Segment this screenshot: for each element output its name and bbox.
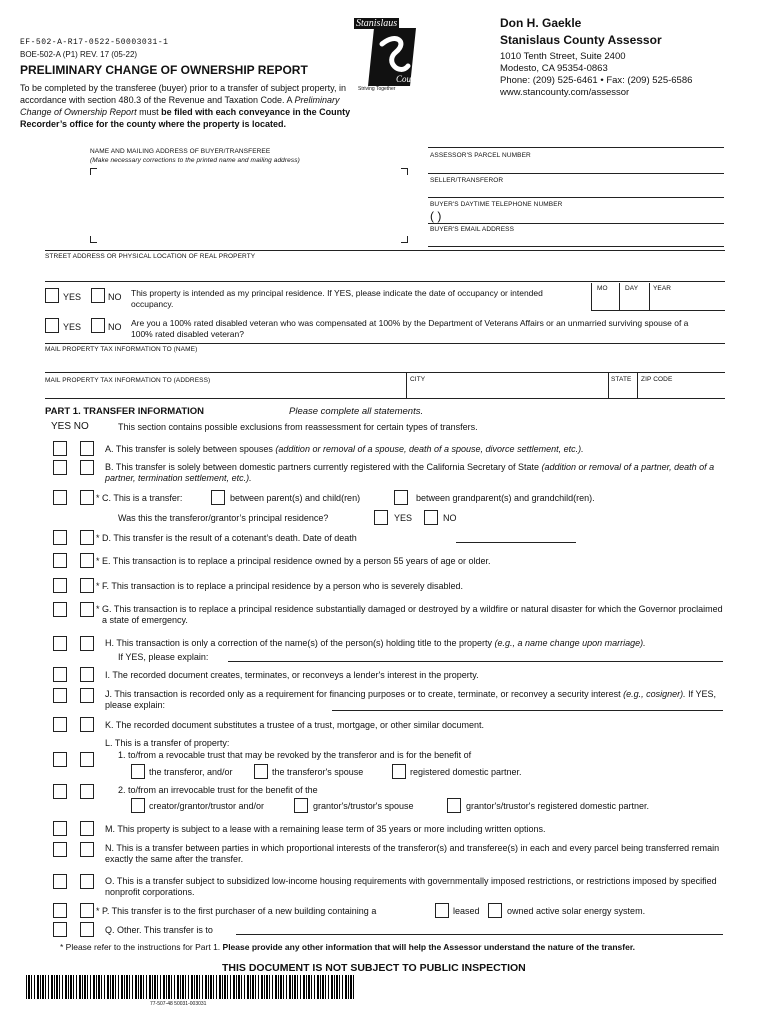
item-j-main: J. This transaction is recorded only as a requirement for financing purposes or to create, terminate, or reconvey a security interest (105, 689, 624, 699)
item-j-explain: If YES, please explain: (105, 689, 716, 710)
assessor-phone: Phone: (209) 525-6461 • Fax: (209) 525-6586 (500, 75, 693, 86)
c-grandparent-label: between grandparent(s) and grandchild(ren). (416, 493, 595, 503)
form-intro (20, 82, 356, 130)
d-yes-checkbox[interactable] (53, 530, 67, 545)
n-no-checkbox[interactable] (80, 842, 94, 857)
occupancy-mo-label: MO (597, 285, 608, 292)
p-star: * (96, 906, 100, 916)
buyer-email-field[interactable] (428, 246, 724, 247)
part1-description: This section contains possible exclusions from reassessment for certain types of transfers. (118, 422, 478, 432)
form-title: PRELIMINARY CHANGE OF OWNERSHIP REPORT (20, 63, 308, 77)
assessor-name: Don H. Gaekle (500, 16, 582, 30)
intro-text-d: be filed with each conveyance in the County Recorder’s office for the county where the property is located. (20, 107, 351, 129)
buyer-address-field[interactable] (98, 172, 398, 234)
bracket-top-left (90, 168, 97, 175)
item-b-detail: (addition or removal of a partner, death of a partner, termination settlement, etc.). (105, 462, 715, 483)
item-i-text: I. The recorded document creates, terminates, or reconveys a lender's interest in the property. (105, 670, 479, 680)
d-no-checkbox[interactable] (80, 530, 94, 545)
i-yes-checkbox[interactable] (53, 667, 67, 682)
a-no-checkbox[interactable] (80, 441, 94, 456)
street-address-label: STREET ADDRESS OR PHYSICAL LOCATION OF REAL PROPERTY (45, 253, 256, 260)
item-p-text: P. This transfer is to the first purchaser of a new building containing a (102, 906, 377, 916)
a-yes-checkbox[interactable] (53, 441, 67, 456)
divider (608, 372, 609, 398)
q-other-field[interactable] (236, 934, 723, 935)
buyer-phone-label: BUYER'S DAYTIME TELEPHONE NUMBER (430, 201, 563, 208)
assessor-address2: Modesto, CA 95354-0863 (500, 63, 608, 74)
parcel-number-field[interactable] (428, 173, 724, 174)
item-n-text: N. This is a transfer between parties in which proportional interests of the transferor(s) and transferee(s) in each and every parcel being transferred remain exactly the same after the transfer. (105, 843, 720, 864)
seller-label: SELLER/TRANSFEROR (430, 177, 504, 184)
assessor-address1: 1010 Tenth Street, Suite 2400 (500, 51, 626, 62)
parcel-number-label: ASSESSOR'S PARCEL NUMBER (430, 152, 531, 159)
divider (406, 372, 407, 398)
l2-creator-checkbox[interactable] (131, 798, 145, 813)
buyer-name-note: (Make necessary corrections to the printed name and mailing address) (90, 157, 300, 164)
item-a-text (105, 444, 584, 454)
p-no-checkbox[interactable] (80, 903, 94, 918)
e-star: * (96, 556, 100, 566)
q2-text: Are you a 100% rated disabled veteran who was compensated at 100% by the Department of Veterans Affairs or an unmarried surviving spouse of a 100% rated disabled veteran? (131, 318, 689, 339)
item-b-main: B. This transfer is solely between domestic partners currently registered with the California Secretary of State (105, 462, 542, 472)
mail-name-field[interactable] (45, 372, 725, 373)
l1-transferor-checkbox[interactable] (131, 764, 145, 779)
footnote-text-a: * Please refer to the instructions for Part 1. (60, 942, 223, 952)
buyer-name-label: NAME AND MAILING ADDRESS OF BUYER/TRANSFEREE (90, 148, 271, 155)
p-leased-label: leased (453, 906, 480, 916)
zip-label: ZIP CODE (641, 376, 673, 383)
p-owned-label: owned active solar energy system. (507, 906, 646, 916)
intro-text-b: Preliminary Change of Ownership Report (20, 95, 340, 117)
divider (45, 343, 725, 344)
buyer-email-label: BUYER'S EMAIL ADDRESS (430, 226, 515, 233)
part1-title: PART 1. TRANSFER INFORMATION (45, 406, 205, 417)
c-grandparent-checkbox[interactable] (394, 490, 408, 505)
part1-note: Please complete all statements. (289, 406, 424, 417)
q1-no-label: NO (108, 292, 122, 302)
l1-partner-label: registered domestic partner. (410, 767, 522, 777)
item-a-detail: (addition or removal of a spouse, death of a spouse, divorce settlement, etc.). (275, 444, 584, 454)
footnote-text-b: Please provide any other information that will help the Assessor understand the nature of the transfer. (222, 942, 636, 952)
item-j-detail: (e.g., cosigner). (623, 689, 686, 699)
g-no-checkbox[interactable] (80, 602, 94, 617)
q-yes-checkbox[interactable] (53, 922, 67, 937)
occupancy-year-label: YEAR (653, 285, 672, 292)
f-star: * (96, 581, 100, 591)
g-yes-checkbox[interactable] (53, 602, 67, 617)
l2-spouse-label: grantor's/trustor's spouse (313, 801, 414, 811)
l1-transferor-label: the transferor, and/or (149, 767, 233, 777)
item-l2-text: 2. to/from an irrevocable trust for the benefit of the (118, 785, 318, 795)
c-no-checkbox[interactable] (80, 490, 94, 505)
j-explain-field[interactable] (332, 710, 723, 711)
item-g-text: G. This transaction is to replace a principal residence substantially damaged or destroyed by a wildfire or natural disaster for which the Governor proclaimed a state of emergency. (102, 604, 723, 625)
occupancy-date-box[interactable] (591, 283, 725, 311)
item-h-text (105, 638, 646, 648)
mail-name-label: MAIL PROPERTY TAX INFORMATION TO (NAME) (45, 346, 198, 353)
p-owned-checkbox[interactable] (488, 903, 502, 918)
buyer-phone-field[interactable]: ( ) (430, 209, 442, 223)
assessor-title: Stanislaus County Assessor (500, 33, 662, 47)
form-code: EF-502-A-R17-0522-50003031-1 (20, 38, 169, 47)
q2-no-checkbox[interactable] (91, 318, 105, 333)
e-no-checkbox[interactable] (80, 553, 94, 568)
b-yes-checkbox[interactable] (53, 460, 67, 475)
m-yes-checkbox[interactable] (53, 821, 67, 836)
e-yes-checkbox[interactable] (53, 553, 67, 568)
p-yes-checkbox[interactable] (53, 903, 67, 918)
logo-tagline: Striving Together (358, 86, 396, 92)
assessor-website: www.stancounty.com/assessor (500, 87, 630, 98)
c-parent-child-checkbox[interactable] (211, 490, 225, 505)
form-barcode (26, 975, 356, 999)
item-c-text: C. This is a transfer: (102, 493, 183, 503)
county-logo (352, 14, 432, 94)
bracket-top-right (401, 168, 408, 175)
g-star: * (96, 604, 100, 614)
seller-field[interactable] (428, 197, 724, 198)
l1-yes-checkbox[interactable] (53, 752, 67, 767)
form-revision: BOE-502-A (P1) REV. 17 (05-22) (20, 50, 138, 59)
item-l1-text: 1. to/from a revocable trust that may be revoked by the transferor and is for the benefit of (118, 750, 472, 760)
h-yes-checkbox[interactable] (53, 636, 67, 651)
item-f-text: F. This transaction is to replace a principal residence by a person who is severely disabled. (102, 581, 464, 591)
k-yes-checkbox[interactable] (53, 717, 67, 732)
l2-partner-label: grantor's/trustor's registered domestic partner. (466, 801, 650, 811)
item-h-main: H. This transaction is only a correction of the name(s) of the person(s) holding title to the property (105, 638, 495, 648)
divider (619, 283, 620, 311)
c-star: * (96, 493, 100, 503)
j-yes-checkbox[interactable] (53, 688, 67, 703)
c-yes-checkbox[interactable] (53, 490, 67, 505)
j-no-checkbox[interactable] (80, 688, 94, 703)
item-b-text (105, 462, 733, 484)
divider (637, 372, 638, 398)
divider (649, 283, 650, 311)
intro-text-a: To be completed by the transferee (buyer) prior to a transfer of subject property, in accordance with section 480.3 of the Revenue and Taxation Code. A (20, 83, 346, 105)
mail-address-label: MAIL PROPERTY TAX INFORMATION TO (ADDRESS) (45, 377, 211, 384)
k-no-checkbox[interactable] (80, 717, 94, 732)
part1-yesno-header: YES NO (51, 421, 89, 432)
item-l-text: L. This is a transfer of property: (105, 738, 230, 748)
h-explain-field[interactable] (228, 661, 723, 662)
item-m-text: M. This property is subject to a lease with a remaining lease term of 35 years or more including written options. (105, 824, 546, 834)
q2-yes-label: YES (63, 322, 82, 332)
bracket-bottom-left (90, 236, 97, 243)
logo-text-top: Stanislaus (356, 18, 398, 29)
d-star: * (96, 533, 100, 543)
p-leased-checkbox[interactable] (435, 903, 449, 918)
l2-yes-checkbox[interactable] (53, 784, 67, 799)
n-yes-checkbox[interactable] (53, 842, 67, 857)
mail-address-field[interactable] (45, 398, 725, 399)
divider (428, 147, 724, 148)
intro-text-c: must (136, 107, 162, 117)
q1-text: This property is intended as my principal residence. If YES, please indicate the date of occupancy or intended occupancy. (131, 288, 543, 309)
q1-yes-label: YES (63, 292, 82, 302)
c-residence-yes-label: YES (394, 513, 413, 523)
item-j-text (105, 689, 733, 711)
item-h-explain: If YES, please explain: (118, 652, 209, 662)
f-no-checkbox[interactable] (80, 578, 94, 593)
occupancy-day-label: DAY (625, 285, 639, 292)
l1-spouse-checkbox[interactable] (254, 764, 268, 779)
q2-no-label: NO (108, 322, 122, 332)
l1-no-checkbox[interactable] (80, 752, 94, 767)
item-q-text: Q. Other. This transfer is to (105, 925, 213, 935)
divider (428, 223, 724, 224)
logo-text-bottom: County (396, 74, 422, 84)
item-k-text: K. The recorded document substitutes a trustee of a trust, mortgage, or other similar document. (105, 720, 485, 730)
city-label: CITY (410, 376, 426, 383)
l2-no-checkbox[interactable] (80, 784, 94, 799)
c-residence-no-label: NO (443, 513, 457, 523)
q2-yes-checkbox[interactable] (45, 318, 59, 333)
l2-creator-label: creator/grantor/trustor and/or (149, 801, 265, 811)
b-no-checkbox[interactable] (80, 460, 94, 475)
item-a-main: A. This transfer is solely between spouses (105, 444, 276, 454)
h-no-checkbox[interactable] (80, 636, 94, 651)
item-o-text: O. This is a transfer subject to subsidized low-income housing requirements with governmentally imposed restrictions, or restrictions imposed by specified nonprofit corporations. (105, 876, 717, 897)
l2-partner-checkbox[interactable] (447, 798, 461, 813)
c-residence-yes-checkbox[interactable] (374, 510, 388, 525)
q-no-checkbox[interactable] (80, 922, 94, 937)
item-h-detail: (e.g., a name change upon marriage). (494, 638, 646, 648)
item-e-text: E. This transaction is to replace a principal residence owned by a person 55 years of age or older. (102, 556, 491, 566)
o-yes-checkbox[interactable] (53, 874, 67, 889)
l1-partner-checkbox[interactable] (392, 764, 406, 779)
c-residence-no-checkbox[interactable] (424, 510, 438, 525)
divider (45, 250, 725, 251)
i-no-checkbox[interactable] (80, 667, 94, 682)
item-d-text: D. This transfer is the result of a cotenant’s death. Date of death (102, 533, 357, 543)
bracket-bottom-right (401, 236, 408, 243)
o-no-checkbox[interactable] (80, 874, 94, 889)
street-address-field[interactable] (45, 281, 725, 282)
barcode-caption: 77-507-48 50031-003031 (150, 1001, 207, 1007)
q1-no-checkbox[interactable] (91, 288, 105, 303)
q1-yes-checkbox[interactable] (45, 288, 59, 303)
state-label: STATE (611, 376, 632, 383)
date-of-death-field[interactable] (456, 542, 576, 543)
m-no-checkbox[interactable] (80, 821, 94, 836)
f-yes-checkbox[interactable] (53, 578, 67, 593)
l1-spouse-label: the transferor's spouse (272, 767, 364, 777)
part1-footnote (60, 942, 635, 952)
c-principal-residence-question: Was this the transferor/grantor’s principal residence? (118, 513, 329, 523)
l2-spouse-checkbox[interactable] (294, 798, 308, 813)
public-inspection-notice: THIS DOCUMENT IS NOT SUBJECT TO PUBLIC INSPECTION (222, 962, 526, 974)
c-parent-child-label: between parent(s) and child(ren) (230, 493, 361, 503)
